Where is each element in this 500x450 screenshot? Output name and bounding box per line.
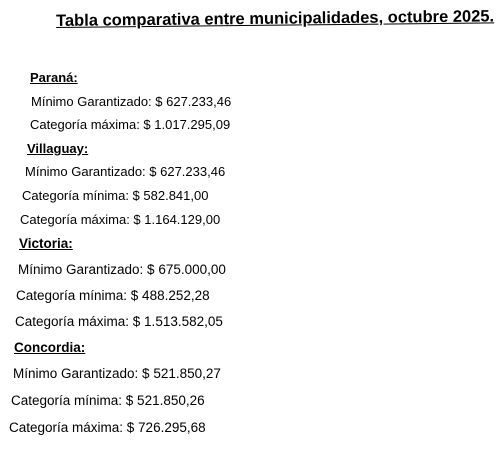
section-heading-victoria: Victoria: <box>19 236 73 251</box>
victoria-minimo-garantizado: Mínimo Garantizado: $ 675.000,00 <box>18 262 226 277</box>
concordia-categoria-maxima: Categoría máxima: $ 726.295,68 <box>9 420 206 435</box>
villaguay-minimo-garantizado: Mínimo Garantizado: $ 627.233,46 <box>25 164 226 179</box>
concordia-minimo-garantizado: Mínimo Garantizado: $ 521.850,27 <box>13 366 221 381</box>
section-heading-concordia: Concordia: <box>14 340 86 355</box>
concordia-categoria-minima: Categoría mínima: $ 521.850,26 <box>11 393 205 408</box>
villaguay-categoria-minima: Categoría mínima: $ 582.841,00 <box>22 188 209 203</box>
section-heading-villaguay: Villaguay: <box>27 141 89 156</box>
parana-categoria-maxima: Categoría máxima: $ 1.017.295,09 <box>30 117 231 132</box>
section-heading-parana: Paraná: <box>30 70 78 85</box>
page-title: Tabla comparativa entre municipalidades, octubre 2025. <box>56 7 495 30</box>
victoria-categoria-minima: Categoría mínima: $ 488.252,28 <box>16 288 210 303</box>
villaguay-categoria-maxima: Categoría máxima: $ 1.164.129,00 <box>20 212 221 227</box>
victoria-categoria-maxima: Categoría máxima: $ 1.513.582,05 <box>15 314 223 329</box>
parana-minimo-garantizado: Mínimo Garantizado: $ 627.233,46 <box>31 94 232 109</box>
